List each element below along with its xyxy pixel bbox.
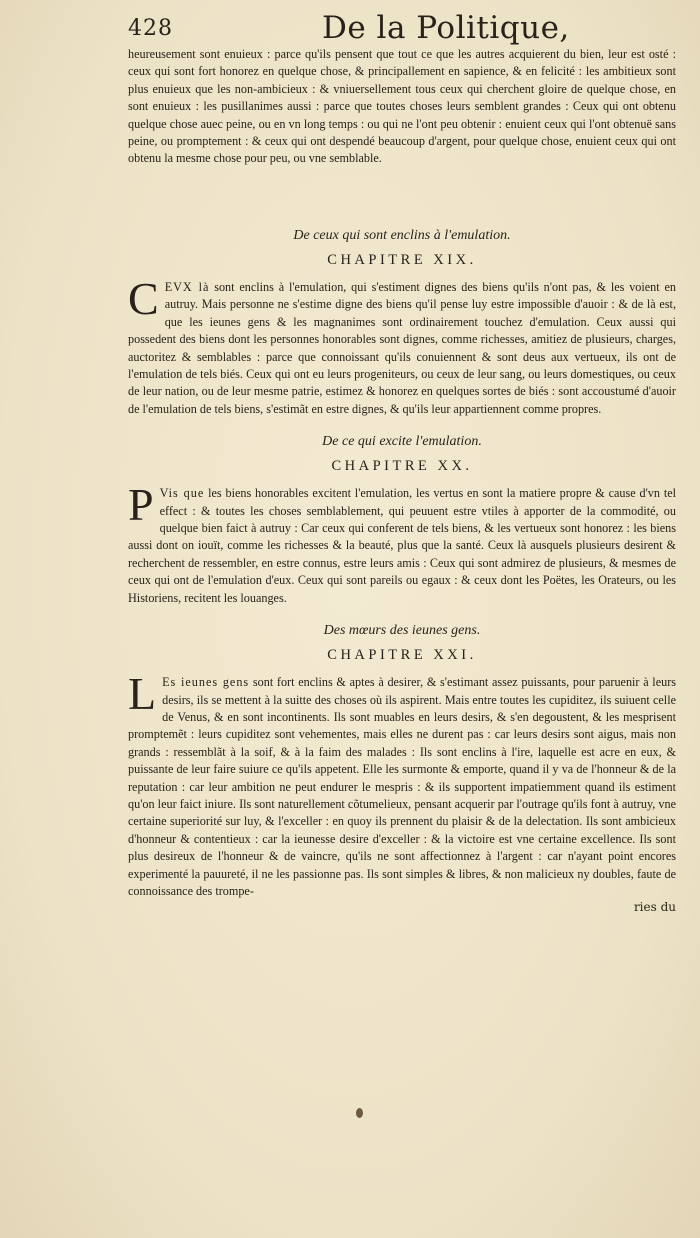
running-head: De la Politique, — [322, 10, 570, 46]
section-title: De ceux qui sont enclins à l'emulation. — [293, 228, 511, 243]
chapter-paragraph — [128, 273, 676, 418]
dropcap-lead: Es ieunes gens — [162, 675, 250, 690]
dropcap: L — [128, 668, 157, 720]
dropcap-lead: EVX là — [164, 280, 210, 294]
ink-dot-ornament — [356, 1108, 363, 1118]
intro-paragraph: heureusement sont enuieux : parce qu'ils pensent que tout ce que les autres acquierent du bien, leur est osté : ceux qui sont fort honorez en quelque chose, & principallement en sapience, & en felicité : les ambitieux sont plus enuieux que les non-ambicieux : & vniuersellement tous ceux qui cherchent gloire de quelque chose, en sont enuieux : les pusillanimes aussi : parce que toutes choses leurs semblent grandes : Ceux qui ont obtenu quelque chose auec peine, ou en vn long temps : ou qui ne l'ont peu obtenir : enuient ceux qui l'ont obtenuë sans peine, ou promptement : & ceux qui ont despendé beaucoup d'argent, pour quelque chose, enuient ceux qui ont obtenu la mesme chose pour peu, ou vne semblable. — [128, 47, 676, 166]
chapter-paragraph — [128, 668, 676, 900]
section-title: Des mœurs des ieunes gens. — [323, 623, 481, 639]
page-content — [128, 46, 676, 914]
dropcap-lead: Vis que — [159, 486, 205, 501]
page-number: 428 — [128, 16, 173, 41]
chapter-title: CHAPITRE XIX. — [327, 252, 477, 268]
dropcap: C — [128, 273, 159, 324]
section-title: De ce qui excite l'emulation. — [322, 434, 482, 450]
chapter-title: CHAPITRE XXI. — [327, 647, 477, 664]
dropcap: P — [128, 479, 154, 531]
paragraph-body: les biens honorables excitent l'emulation, les vertus en sont la matiere propre & cause d'vn tel effect : & toutes les choses semblablement, qui peuuent estre vtiles à apporter de la commodité, ou quelque bien faict à autruy : Car ceux qui conferent de tels biens, & les vertueux sont honorez : les biens aussi dont on iouït, comme les richesses & la beauté, plus que la santé. Ceux là ausquels plusieurs desirent & recherchent de ressembler, en estre connus, estre leurs amis : Ceux qui sont admirez de plusieurs, & mesmes de ceux qui ont de l'emulation d'eux. Ceux qui sont pareils ou egaux : & ceux dont les Poëtes, les Orateurs, ou les Historiens, recitent les louanges. — [128, 486, 677, 605]
paragraph-body: sont fort enclins & aptes à desirer, & s'estimant assez puissants, pour paruenir à leurs desirs, ils se mettent à la suitte des choses où ils aspirent. Mais entre toutes les cupiditez, ils suiuent celle de Venus, & en sont incontinents. Ils sont muables en leurs desirs, & s'en degoustent, & les mesprisent promptemẽt : leurs cupiditez sont vehementes, mais elles ne durent pas : car leurs desirs sont aigus, mais non grands : ressemblãt à la soif, & à la faim des malades : Ils sont enclins à l'ire, laquelle est acre en eux, & puissante de leur faire suiure ce qu'ils appetent. Elle les surmonte & emporte, quand il y va de l'honneur & de la reputation : car leur ambition ne peut endurer le mespris : & ils supportent impatiemment quand ils estiment qu'on leur faict iniure. Ils sont naturellement cõtumelieux, pensant acquerir par l'outrage qu'ils font à autruy, vne certaine superiorité sur luy, & l'exceller : en quoy ils prennent du plaisir & de la delectation. Ils sont ambicieux d'honneur & contentieux : car la ieunesse desire d'exceller : & la victoire est vne certaine excellence. Ils sont plus desireux de l'honneur & de vaincre, qu'ils ne sont affectionnez à l'argent : car n'ayant point encores experimenté la pauureté, il ne les passionne pas. Ils sont simples & libres, & non malicieux ny doubles, faute de connoissance des trompe- — [128, 675, 676, 898]
page-header — [122, 6, 670, 46]
chapter-20 — [128, 434, 676, 607]
chapter-19 — [128, 228, 676, 418]
paragraph-body: sont enclins à l'emulation, qui s'estiment dignes des biens qu'ils n'ont pas, & les voient en autruy. Mais personne ne s'estime digne des biens qu'il pense luy estre impossible d'auoir : & de là est, que les ieunes gens & les magnanimes sont ordinairement touchez d'emulation. Ceux aussi qui possedent des biens dont les personnes honorables sont dignes, comme richesses, amitiez de plusieurs, charges, auctoritez & semblables : parce que connoissant qu'ils conuiennent & sont deus aux vertueux, ils ont de l'emulation de tels biés. Ceux qui ont eu leurs progeniteurs, ou ceux de leur sang, ou leurs domestiques, ou ceux de leur nation, ou de leur mesme patrie, estimez & honorez en quelques sortes de biés : sont accoustumé d'auoir de l'emulation de tels biens, s'estimãt en estre dignes, & qu'ils leur appartiennent comme propres. — [128, 280, 676, 416]
catchword: ries du — [633, 900, 676, 915]
chapter-title: CHAPITRE XX. — [331, 458, 473, 475]
chapter-21 — [128, 623, 676, 914]
chapter-paragraph — [128, 479, 677, 607]
